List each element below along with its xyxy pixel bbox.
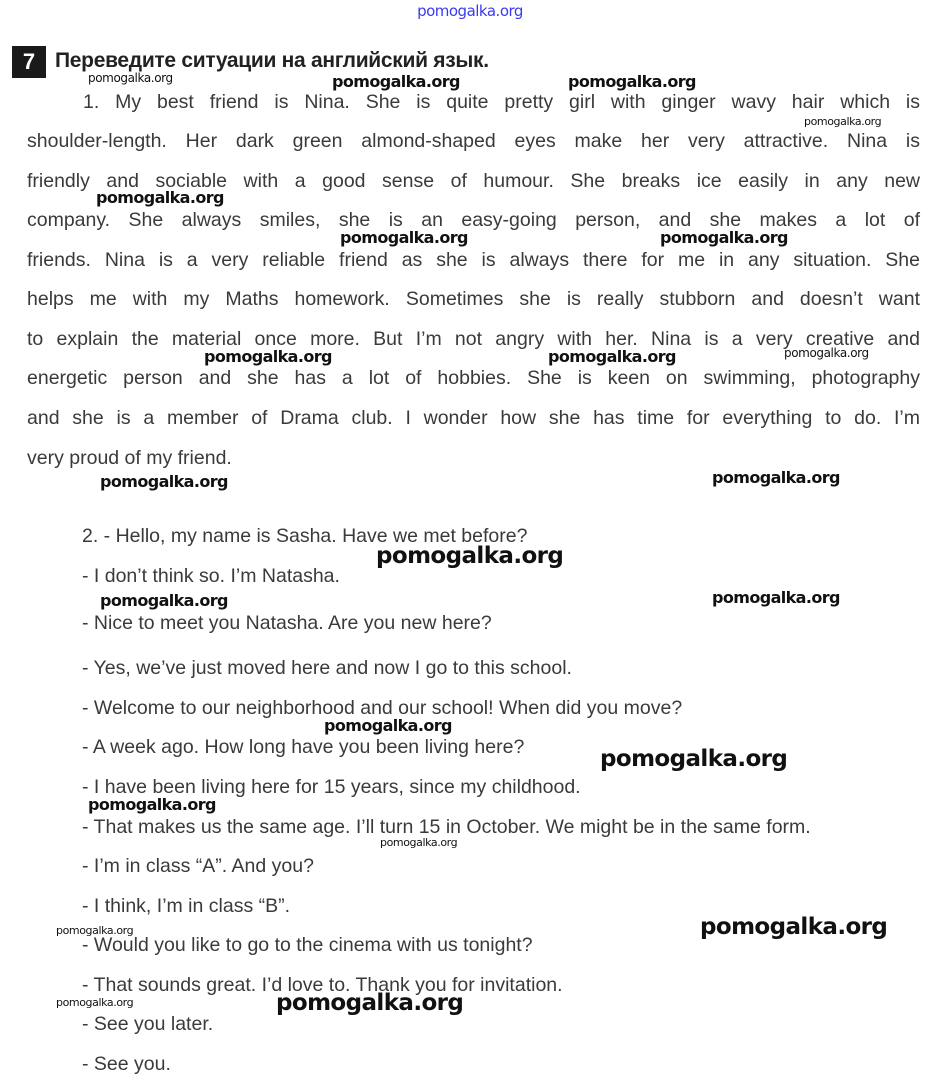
task-title: Переведите ситуации на английский язык. (55, 49, 489, 72)
header-watermark[interactable]: pomogalka.org (417, 2, 523, 20)
paragraph-line: energetic person and she has a lot of hobbies. She is keen on swimming, photography (27, 367, 920, 389)
dialogue-line: - Nice to meet you Natasha. Are you new here? (82, 612, 492, 634)
watermark: pomogalka.org (700, 914, 888, 940)
watermark: pomogalka.org (376, 543, 564, 569)
paragraph-line: to explain the material once more. But I’m not angry with her. Nina is a very creative and (27, 328, 920, 350)
watermark: pomogalka.org (660, 228, 788, 247)
paragraph-line: friendly and sociable with a good sense of humour. She breaks ice easily in any new (27, 170, 920, 192)
watermark: pomogalka.org (88, 795, 216, 814)
dialogue-line: - I’m in class “A”. And you? (82, 855, 314, 877)
dialogue-line: - See you later. (82, 1013, 214, 1035)
paragraph-line: company. She always smiles, she is an easy-going person, and she makes a lot of (27, 209, 920, 231)
paragraph-line: friends. Nina is a very reliable friend as she is always there for me in any situation. She (27, 249, 920, 271)
dialogue-line: - A week ago. How long have you been living here? (82, 736, 525, 758)
watermark: pomogalka.org (600, 746, 788, 772)
dialogue-line: - See you. (82, 1053, 171, 1075)
dialogue-line: - I don’t think so. I’m Natasha. (82, 565, 340, 587)
watermark: pomogalka.org (784, 346, 869, 360)
watermark: pomogalka.org (88, 71, 173, 85)
watermark: pomogalka.org (100, 591, 228, 610)
watermark: pomogalka.org (380, 836, 458, 849)
paragraph-line: shoulder-length. Her dark green almond-shaped eyes make her very attractive. Nina is (27, 130, 920, 152)
paragraph-line: very proud of my friend. (27, 447, 232, 469)
dialogue-line: - That makes us the same age. I’ll turn 15 in October. We might be in the same form. (82, 816, 811, 838)
watermark: pomogalka.org (56, 996, 134, 1009)
dialogue-line: - I think, I’m in class “B”. (82, 895, 291, 917)
dialogue-line: - Yes, we’ve just moved here and now I go to this school. (82, 657, 572, 679)
watermark: pomogalka.org (56, 924, 134, 937)
paragraph-line: 1. My best friend is Nina. She is quite pretty girl with ginger wavy hair which is (83, 91, 920, 113)
watermark: pomogalka.org (100, 472, 228, 491)
watermark: pomogalka.org (324, 716, 452, 735)
dialogue-line: - Welcome to our neighborhood and our school! When did you move? (82, 697, 683, 719)
task-number-badge: 7 (12, 46, 46, 78)
paragraph-line: and she is a member of Drama club. I wonder how she has time for everything to do. I’m (27, 407, 920, 429)
watermark: pomogalka.org (96, 188, 224, 207)
dialogue-line: 2. - Hello, my name is Sasha. Have we met before? (82, 525, 528, 547)
watermark: pomogalka.org (804, 115, 882, 128)
watermark: pomogalka.org (204, 347, 332, 366)
watermark: pomogalka.org (712, 588, 840, 607)
paragraph-line: helps me with my Maths homework. Sometimes she is really stubborn and doesn’t want (27, 288, 920, 310)
dialogue-line: - I have been living here for 15 years, since my childhood. (82, 776, 581, 798)
watermark: pomogalka.org (548, 347, 676, 366)
watermark: pomogalka.org (340, 228, 468, 247)
watermark: pomogalka.org (276, 990, 464, 1016)
watermark: pomogalka.org (332, 72, 460, 91)
dialogue-line: - Would you like to go to the cinema with us tonight? (82, 934, 533, 956)
dialogue-line: - That sounds great. I’d love to. Thank you for invitation. (82, 974, 563, 996)
watermark: pomogalka.org (568, 72, 696, 91)
watermark: pomogalka.org (712, 468, 840, 487)
